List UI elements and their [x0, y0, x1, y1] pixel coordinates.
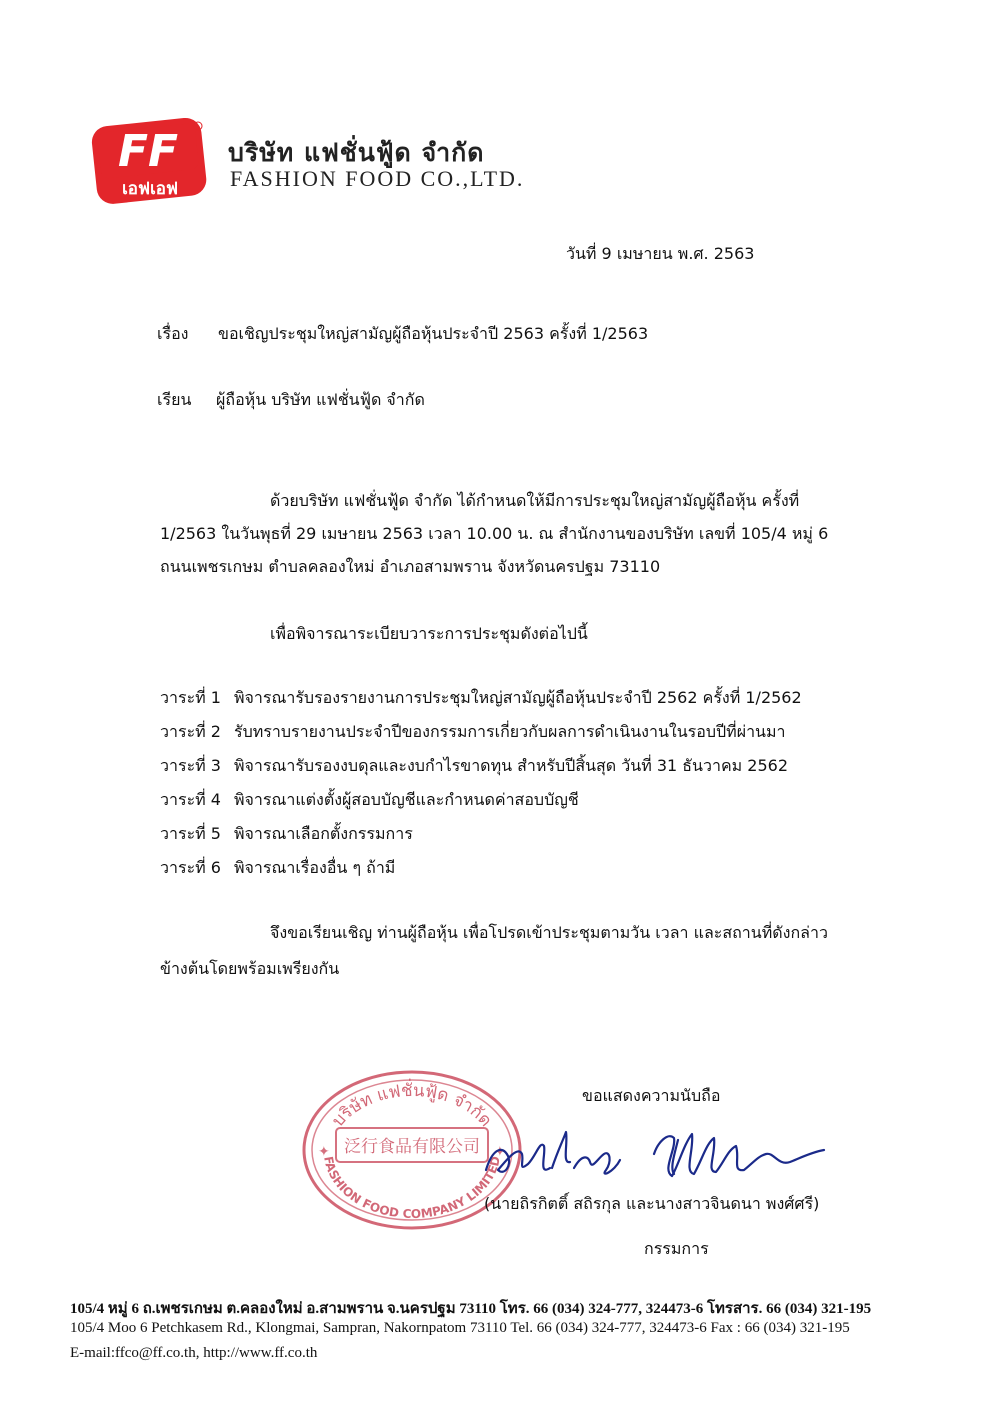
- agenda-item: [160, 720, 802, 754]
- agenda-text: รับทราบรายงานประจำปีของกรรมการเกี่ยวกับผลการดำเนินงานในรอบปีที่ผ่านมา: [234, 722, 786, 741]
- stamp-center-text: 泛行食品有限公司: [344, 1137, 480, 1157]
- agenda-number: วาระที่ 4: [160, 790, 221, 809]
- agenda-number: วาระที่ 5: [160, 824, 221, 843]
- agenda-number: วาระที่ 2: [160, 722, 221, 741]
- body-line-1: ด้วยบริษัท แฟชั่นฟู้ด จำกัด ได้กำหนดให้มีการประชุมใหญ่สามัญผู้ถือหุ้น ครั้งที่: [270, 491, 800, 510]
- stamp-bottom-text: FASHION FOOD COMPANY LIMITED: [321, 1154, 503, 1222]
- logo-mark: FF: [117, 126, 179, 177]
- agenda-intro: เพื่อพิจารณาระเบียบวาระการประชุมดังต่อไปนี้: [270, 624, 588, 643]
- agenda-number: วาระที่ 1: [160, 688, 221, 707]
- agenda-number: วาระที่ 3: [160, 756, 221, 775]
- stamp-top-text: บริษัท แฟชั่นฟู้ด จำกัด: [328, 1080, 496, 1131]
- recipient-label: เรียน: [157, 390, 192, 409]
- closing-paragraph: [160, 915, 884, 987]
- body-line-2: 1/2563 ในวันพุธที่ 29 เมษายน 2563 เวลา 10.00 น. ณ สำนักงานของบริษัท เลขที่ 105/4 หมู่ 6: [160, 524, 829, 543]
- agenda-item: [160, 686, 802, 720]
- svg-text:✦: ✦: [494, 1144, 506, 1160]
- subject-label: เรื่อง: [157, 324, 189, 343]
- letter-date: วันที่ 9 เมษายน พ.ศ. 2563: [566, 244, 755, 263]
- agenda-text: พิจารณาเลือกตั้งกรรมการ: [234, 824, 413, 843]
- agenda-item: [160, 754, 802, 788]
- svg-text:✦: ✦: [318, 1144, 330, 1160]
- footer-address-english: 105/4 Moo 6 Petchkasem Rd., Klongmai, Sampran, Nakornpatom 73110 Tel. 66 (034) 324-777, 324473-6 Fax : 66 (034) 321-195: [70, 1320, 850, 1336]
- company-name-thai: บริษัท แฟชั่นฟู้ด จำกัด: [228, 138, 485, 167]
- agenda-list: [160, 686, 802, 890]
- agenda-number: วาระที่ 6: [160, 858, 221, 877]
- agenda-item: [160, 788, 802, 822]
- agenda-item: [160, 822, 802, 856]
- closing-regards: ขอแสดงความนับถือ: [582, 1086, 721, 1105]
- agenda-text: พิจารณารับรองงบดุลและงบกำไรขาดทุน สำหรับปีสิ้นสุด วันที่ 31 ธันวาคม 2562: [234, 756, 789, 775]
- handwritten-signature: [478, 1110, 838, 1200]
- company-name-english: FASHION FOOD CO.,LTD.: [230, 166, 525, 191]
- subject-text: ขอเชิญประชุมใหญ่สามัญผู้ถือหุ้นประจำปี 2563 ครั้งที่ 1/2563: [218, 324, 649, 343]
- agenda-item: [160, 856, 802, 890]
- body-paragraph: [160, 484, 884, 583]
- footer-contact: E-mail:ffco@ff.co.th, http://www.ff.co.th: [70, 1345, 318, 1361]
- closing-line-2: ข้างต้นโดยพร้อมเพรียงกัน: [160, 959, 340, 978]
- agenda-text: พิจารณาแต่งตั้งผู้สอบบัญชีและกำหนดค่าสอบบัญชี: [234, 790, 579, 809]
- recipient-text: ผู้ถือหุ้น บริษัท แฟชั่นฟู้ด จำกัด: [216, 390, 425, 409]
- signer-position: กรรมการ: [644, 1239, 709, 1258]
- closing-line-1: จึงขอเรียนเชิญ ท่านผู้ถือหุ้น เพื่อโปรดเข้าประชุมตามวัน เวลา และสถานที่ดังกล่าว: [270, 923, 828, 942]
- agenda-text: พิจารณารับรองรายงานการประชุมใหญ่สามัญผู้ถือหุ้นประจำปี 2562 ครั้งที่ 1/2562: [234, 688, 802, 707]
- logo-text: เอฟเอฟ: [121, 179, 179, 199]
- signer-name: (นายถิรกิตติ์ สถิรกุล และนางสาวจินดนา พงศ์ศรี): [484, 1194, 820, 1213]
- company-logo: [86, 112, 210, 208]
- body-line-3: ถนนเพชรเกษม ตำบลคลองใหม่ อำเภอสามพราน จังหวัดนครปฐม 73110: [160, 557, 661, 576]
- agenda-text: พิจารณาเรื่องอื่น ๆ ถ้ามี: [234, 858, 396, 877]
- footer-address-thai: 105/4 หมู่ 6 ถ.เพชรเกษม ต.คลองใหม่ อ.สามพราน จ.นครปฐม 73110 โทร. 66 (034) 324-777, 324473-6 โทรสาร. 66 (034) 321-195: [70, 1301, 872, 1317]
